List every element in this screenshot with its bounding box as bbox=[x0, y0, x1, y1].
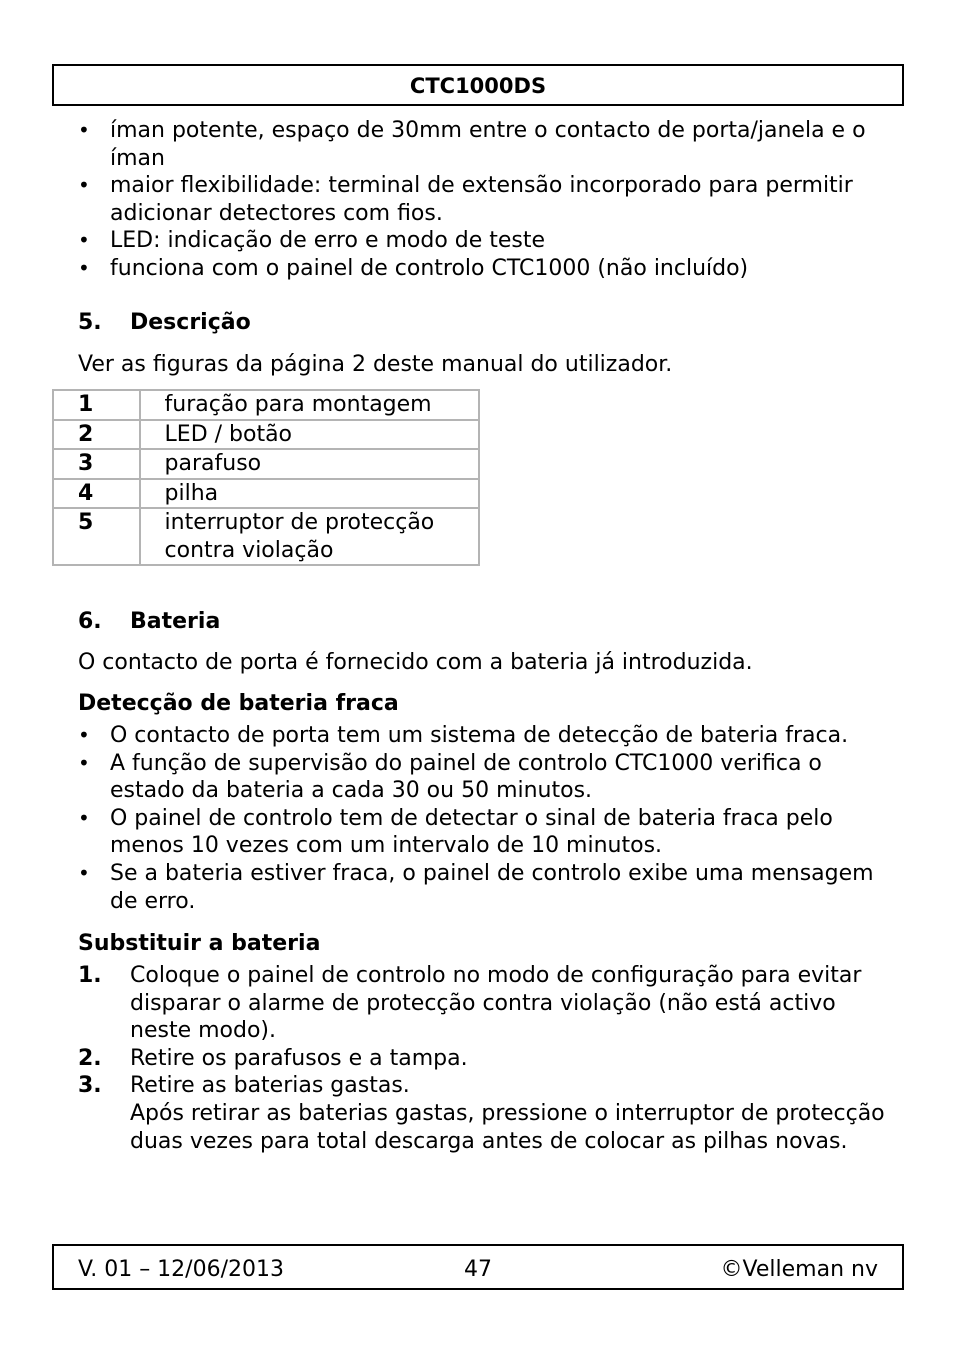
replace-battery-heading: Substituir a bateria bbox=[78, 931, 321, 956]
table-row: 5 interruptor de protecção contra violação bbox=[53, 508, 479, 565]
list-item: • O painel de controlo tem de detectar o sinal de bateria fraca pelo menos 10 vezes com um intervalo de 10 minutos. bbox=[78, 805, 833, 859]
page-header bbox=[52, 64, 904, 106]
low-battery-list bbox=[78, 722, 888, 915]
replace-battery-steps bbox=[78, 962, 888, 1155]
list-item: • Se a bateria estiver fraca, o painel de controlo exibe uma mensagem de erro. bbox=[78, 860, 874, 914]
bullet-icon: • bbox=[78, 805, 90, 830]
section-5-heading: 5. Descrição bbox=[78, 310, 251, 335]
bullet-icon: • bbox=[78, 118, 90, 142]
low-battery-heading: Detecção de bateria fraca bbox=[78, 691, 399, 716]
description-table bbox=[52, 389, 480, 566]
bullet-icon: • bbox=[78, 860, 90, 885]
bullet-icon: • bbox=[78, 228, 90, 253]
list-item: • O contacto de porta tem um sistema de detecção de bateria fraca. bbox=[78, 723, 849, 748]
section-5-intro: Ver as figuras da página 2 deste manual do utilizador. bbox=[78, 352, 673, 377]
section-6-heading: 6. Bateria bbox=[78, 609, 221, 634]
copyright-label: ©Velleman nv bbox=[720, 1257, 878, 1282]
list-item: • A função de supervisão do painel de controlo CTC1000 verifica o estado da bateria a cada 30 ou 50 minutos. bbox=[78, 750, 822, 804]
page-number: 47 bbox=[464, 1257, 492, 1282]
list-item: 1. Coloque o painel de controlo no modo de configuração para evitar disparar o alarme de protecção contra violação (não está activo neste modo). bbox=[78, 963, 862, 1044]
list-item: • funciona com o painel de controlo CTC1000 (não incluído) bbox=[78, 255, 749, 281]
list-item: • LED: indicação de erro e modo de teste bbox=[78, 228, 546, 254]
bullet-icon: • bbox=[78, 723, 90, 747]
table-row: 1 furação para montagem bbox=[53, 390, 479, 420]
bullet-icon: • bbox=[78, 173, 90, 198]
page-footer bbox=[52, 1244, 904, 1290]
list-item: 2. Retire os parafusos e a tampa. bbox=[78, 1045, 468, 1071]
table-row: 4 pilha bbox=[53, 479, 479, 509]
feature-list bbox=[78, 117, 888, 283]
list-item: 3. Retire as baterias gastas. Após retirar as baterias gastas, pressione o interruptor de protecção duas vezes para total descarga antes de colocar as pilhas novas. bbox=[78, 1073, 885, 1154]
version-label: V. 01 – 12/06/2013 bbox=[78, 1257, 284, 1282]
section-6-intro: O contacto de porta é fornecido com a bateria já introduzida. bbox=[78, 650, 753, 675]
list-item: • íman potente, espaço de 30mm entre o contacto de porta/janela e o íman bbox=[78, 118, 866, 171]
product-code: CTC1000DS bbox=[409, 74, 547, 98]
list-item: • maior flexibilidade: terminal de extensão incorporado para permitir adicionar detectores com fios. bbox=[78, 173, 853, 226]
table-row: 3 parafuso bbox=[53, 449, 479, 479]
bullet-icon: • bbox=[78, 255, 90, 280]
table-row: 2 LED / botão bbox=[53, 420, 479, 450]
bullet-icon: • bbox=[78, 750, 90, 775]
